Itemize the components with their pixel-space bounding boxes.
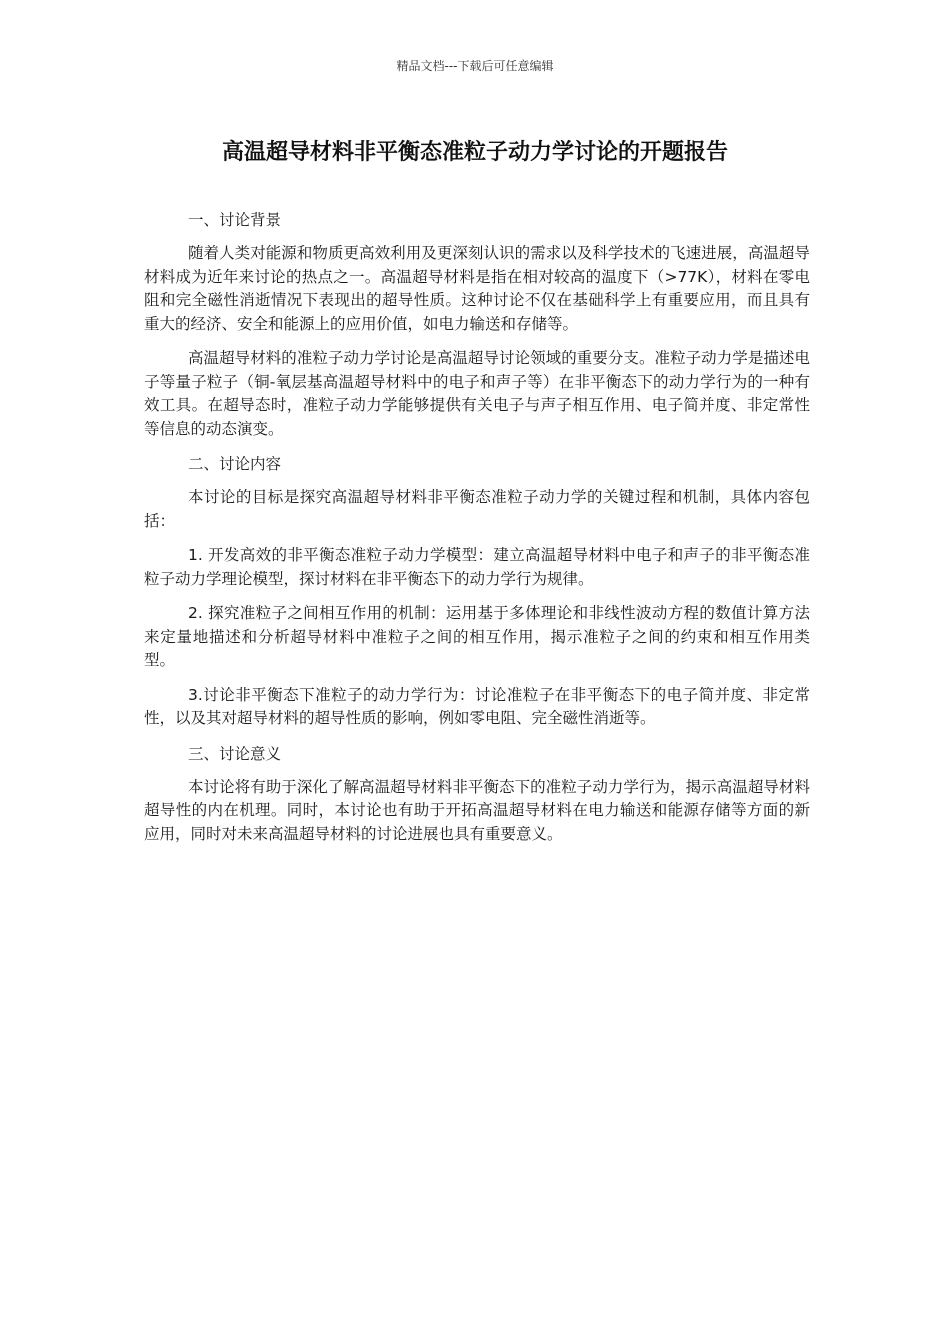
section-significance <box>144 742 810 847</box>
page-header: 精品文档---下载后可任意编辑 <box>396 59 554 73</box>
section-heading: 一、讨论背景 <box>188 211 282 229</box>
list-item: 3.讨论非平衡态下准粒子的动力学行为：讨论准粒子在非平衡态下的电子简并度、非定常性，以及其对超导材料的超导性质的影响，例如零电阻、完全磁性消逝等。 <box>144 685 810 727</box>
paragraph: 高温超导材料的准粒子动力学讨论是高温超导讨论领域的重要分支。准粒子动力学是描述电子等量子粒子（铜-氧层基高温超导材料中的电子和声子等）在非平衡态下的动力学行为的一种有效工具。在超导态时，准粒子动力学能够提供有关电子与声子相互作用、电子简并度、非定常性等信息的动态演变。 <box>144 349 810 438</box>
section-heading: 三、讨论意义 <box>188 744 282 763</box>
section-background <box>144 208 810 441</box>
section-heading: 二、讨论内容 <box>188 455 282 473</box>
paragraph: 本讨论的目标是探究高温超导材料非平衡态准粒子动力学的关键过程和机制，具体内容包括： <box>144 488 810 530</box>
list-item: 2. 探究准粒子之间相互作用的机制：运用基于多体理论和非线性波动方程的数值计算方法来定量地描述和分析超导材料中准粒子之间的相互作用，揭示准粒子之间的约束和相互作用类型。 <box>144 604 810 669</box>
document-body <box>144 208 810 857</box>
paragraph: 随着人类对能源和物质更高效利用及更深刻认识的需求以及科学技术的飞速进展，高温超导材料成为近年来讨论的热点之一。高温超导材料是指在相对较高的温度下（>77K），材料在零电阻和完全磁性消逝情况下表现出的超导性质。这种讨论不仅在基础科学上有重要应用，而且具有重大的经济、安全和能源上的应用价值，如电力输送和存储等。 <box>144 244 810 333</box>
section-content <box>144 452 810 731</box>
list-item: 1. 开发高效的非平衡态准粒子动力学模型：建立高温超导材料中电子和声子的非平衡态准粒子动力学理论模型，探讨材料在非平衡态下的动力学行为规律。 <box>144 546 810 588</box>
document-title: 高温超导材料非平衡态准粒子动力学讨论的开题报告 <box>221 140 728 165</box>
paragraph: 本讨论将有助于深化了解高温超导材料非平衡态下的准粒子动力学行为，揭示高温超导材料超导性的内在机理。同时，本讨论也有助于开拓高温超导材料在电力输送和能源存储等方面的新应用，同时对未来高温超导材料的讨论进展也具有重要意义。 <box>144 777 810 843</box>
